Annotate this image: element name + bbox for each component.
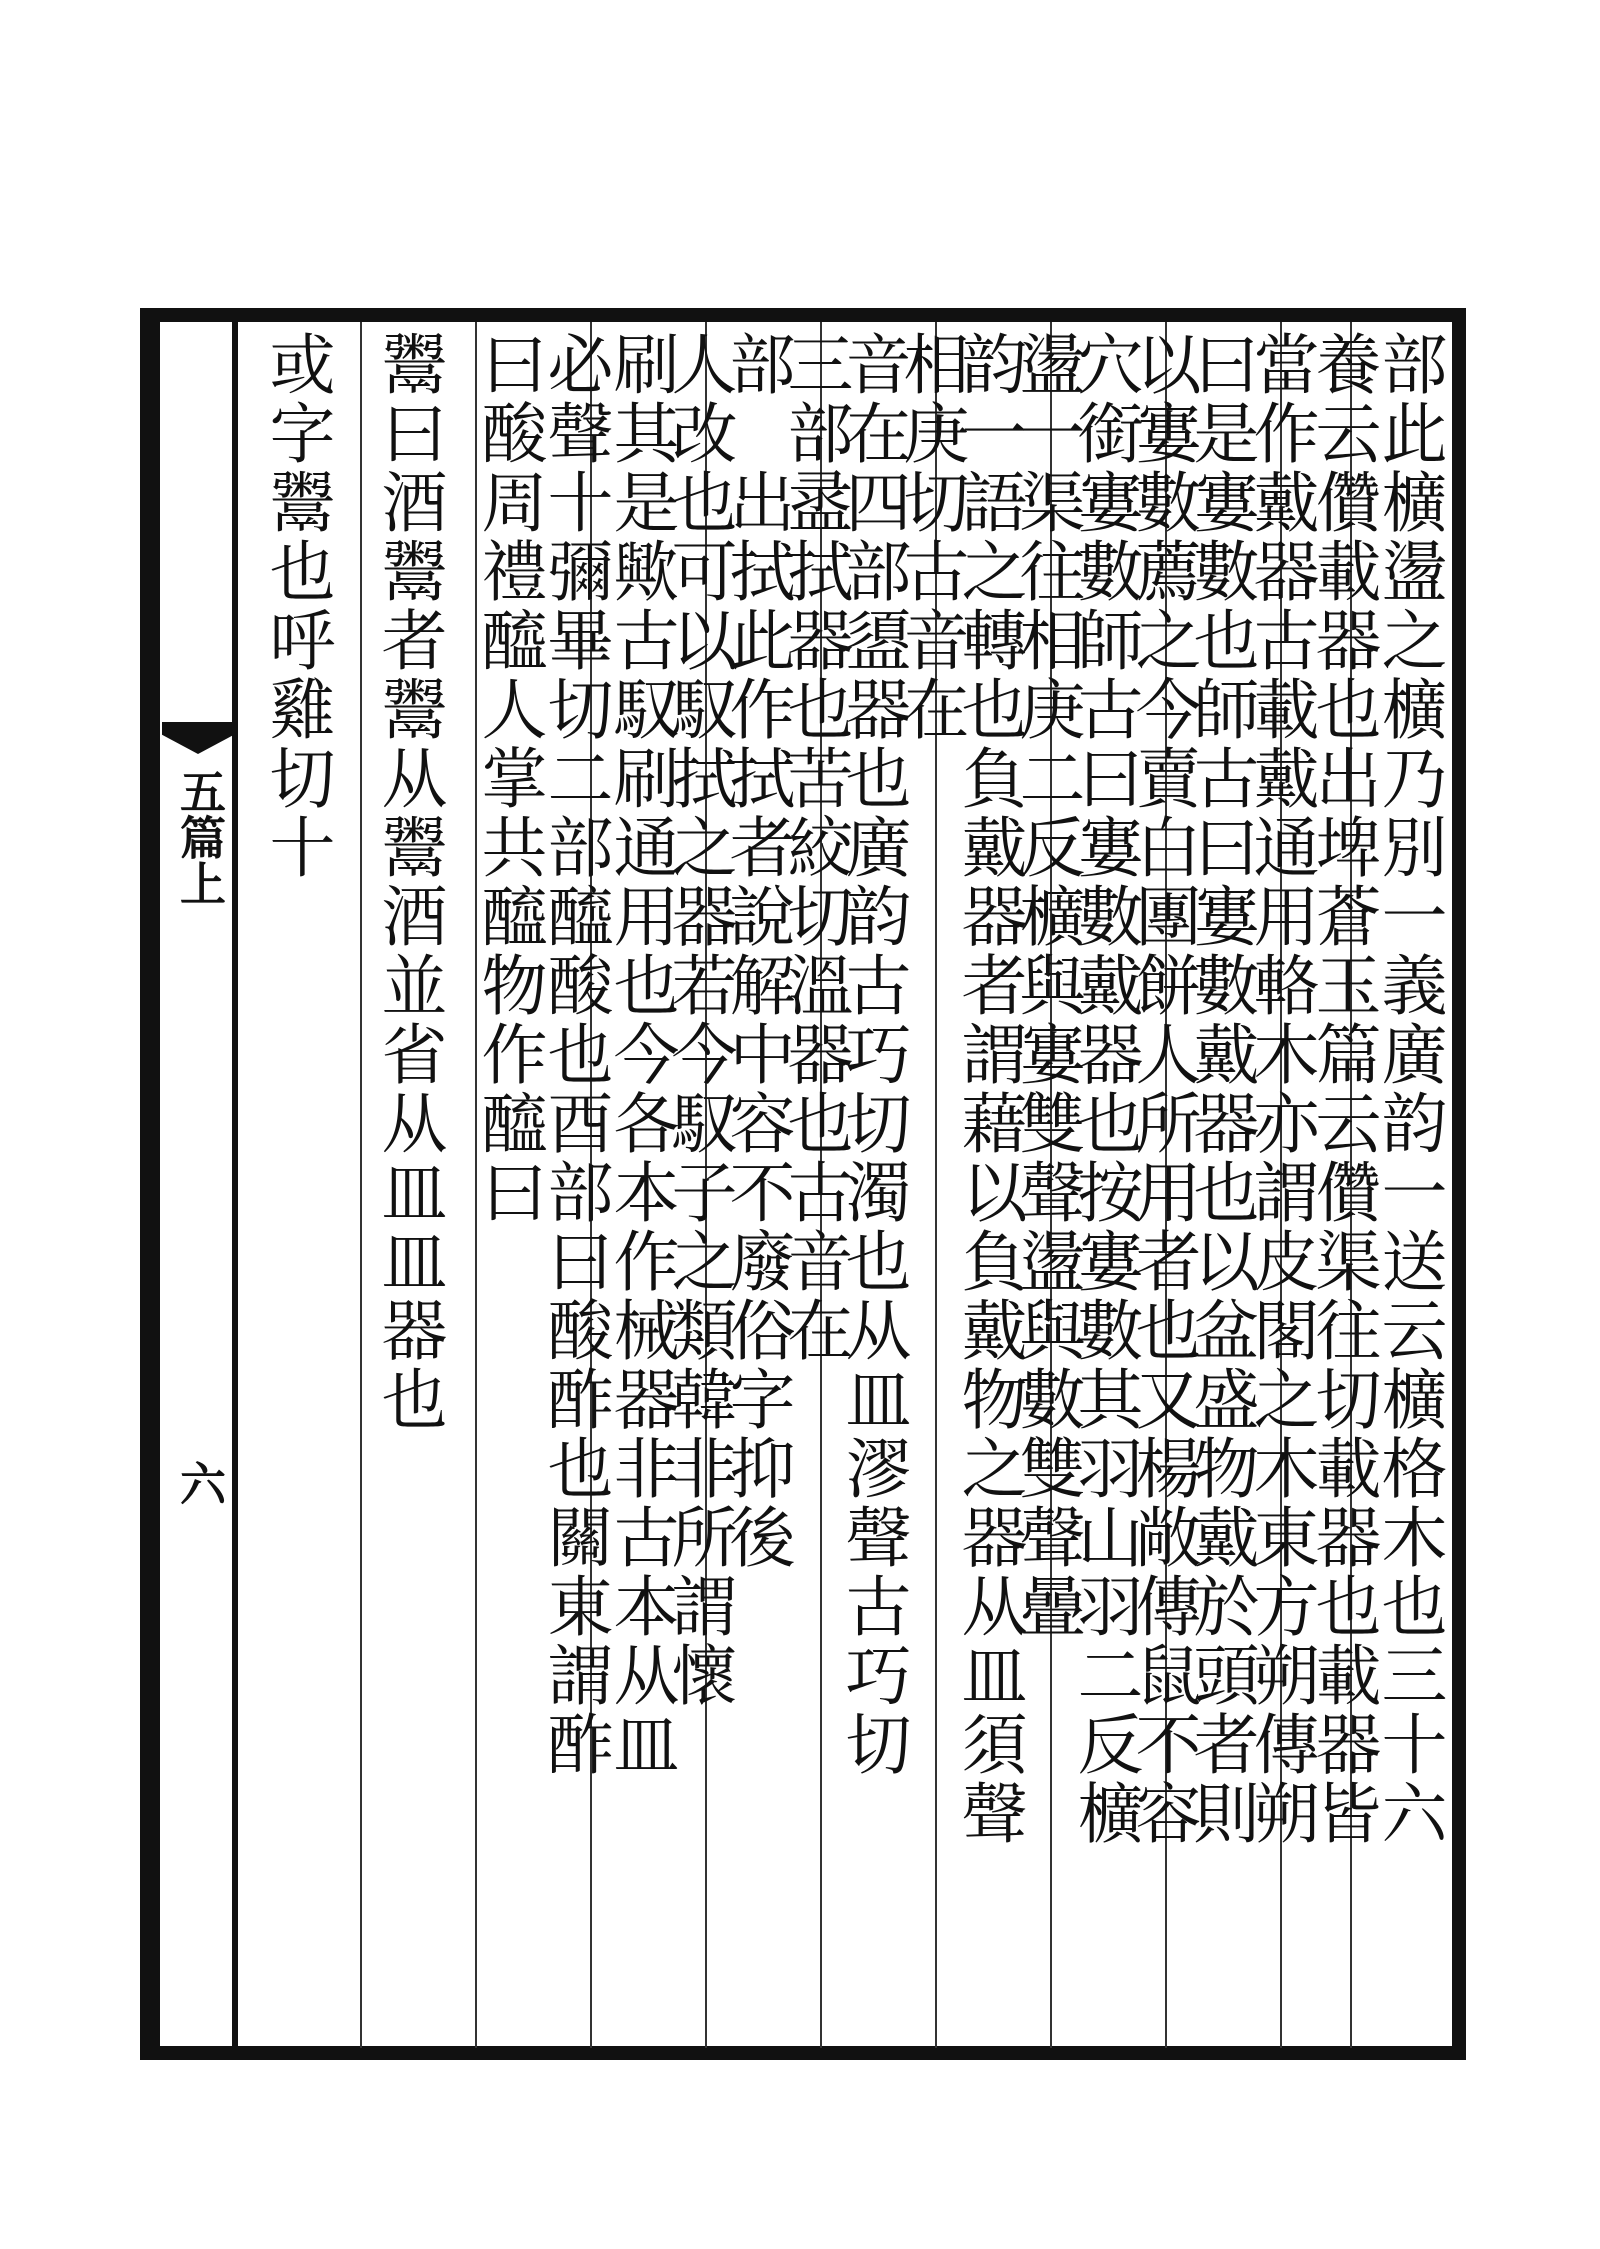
text-column: 音在四部盨器也廣韵古巧切濁也从皿漻聲古巧切 <box>834 330 911 1779</box>
margin-folio: 六 <box>173 1460 227 1506</box>
text-column: 韵一語之轉也負戴器者謂藉以負戴物之器从皿須聲 <box>950 330 1027 1848</box>
text-column: 或字鬻也呼雞切十 <box>258 330 335 882</box>
margin-chapter-title: 五篇上 <box>173 768 227 906</box>
text-column: 部此櫎盪之櫎乃別一義廣韵一送云櫎格木也三十六 <box>1370 330 1447 1848</box>
frame-top-border <box>140 308 1465 322</box>
text-column: 刷其是歟古馭刷通用也今各本作械器非古本从皿 <box>602 330 679 1779</box>
frame-bottom-border <box>140 2046 1465 2060</box>
text-column: 部 出拭此作拭者說解中容不廢俗字抑後 <box>718 330 795 1572</box>
frame-margin-border <box>232 308 238 2060</box>
text-column: 曰是寠數也師古曰寠數戴器也以盆盛物戴於頭者則 <box>1182 330 1259 1848</box>
text-column: 人改也可以馭拭之器若今馭子之類韓非所謂懷 <box>660 330 737 1710</box>
text-column: 養云儹載器也出埤蒼玉篇云儹渠往切載器也載器皆 <box>1304 330 1381 1848</box>
text-column: 相庚切古音在 <box>892 330 969 744</box>
text-column: 以寠數薦之今賣白團餅人所用者也又楊敞傳鼠不容 <box>1124 330 1201 1848</box>
text-column: 三部盝拭器也苦絞切溫器也古音在 <box>776 330 853 1365</box>
text-column: 當作戴器古載戴通用輅木亦謂皮閣之木東方朔傳朔 <box>1242 330 1319 1848</box>
text-column: 穴銜寠數師古曰寠數戴器也按寠數其羽山羽二反櫎 <box>1066 330 1143 1848</box>
page-margin <box>160 322 232 2046</box>
text-column: 鬻曰酒鬻者鬻从鬻酒並省从皿皿器也 <box>370 330 447 1434</box>
frame-left-border <box>140 308 160 2060</box>
text-column: 盪一渠往相庚二反櫎與寠雙聲盪與數雙聲曡 <box>1008 330 1085 1641</box>
text-column: 必聲十彌畢切二部醯酸也酉部曰酸酢也關東謂酢 <box>536 330 613 1779</box>
text-column: 曰酸周禮醯人掌共醯物作醯曰 <box>470 330 547 1227</box>
